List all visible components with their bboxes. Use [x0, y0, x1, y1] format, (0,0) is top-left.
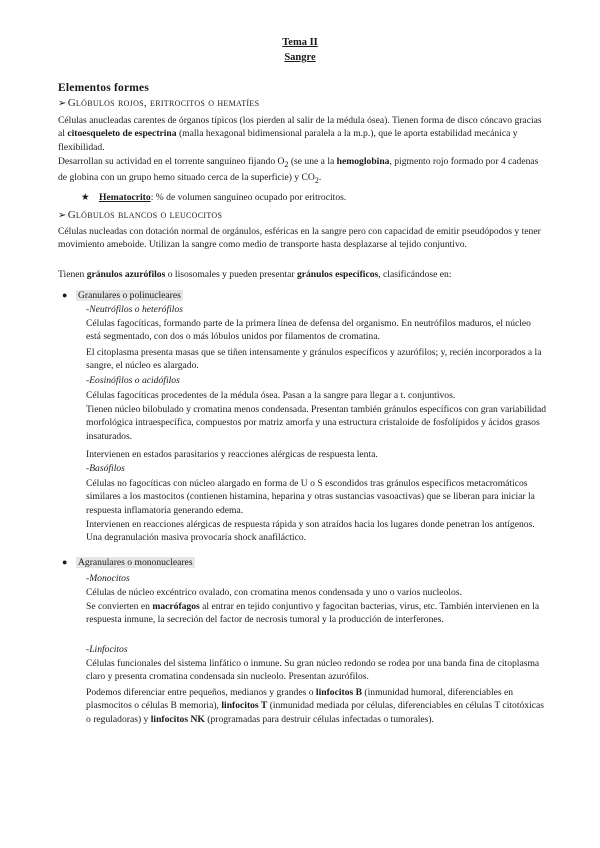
basophils-paragraph-2: Intervienen en reacciones alérgicas de respuesta rápida y son atraídos hacia los lugares donde penetran los antígenos. Una degranulación masiva provocaría shock anafiláctico. — [86, 519, 535, 544]
basophils-heading: -Basófilos — [86, 463, 125, 474]
rbc-paragraph-2: Desarrollan su actividad en el torrente sanguíneo fijando $O_2$ (se une a la hemoglobina, pigmento rojo formado por 4 cadenas de globina con un grupo hemo situado cerca de la superficie) y $CO_2$. — [58, 156, 539, 186]
rbc-paragraph-1: Células anucleadas carentes de órganos típicos (los pierden al salir de la médula ósea). Tienen forma de disco cóncavo gracias al citoesqueleto de espectrina (malla hexagonal bidimensional paralela a la m.p.), que le aporta estabilidad mecánica y flexibilidad. — [58, 115, 542, 153]
bullet-icon: ● — [62, 290, 68, 300]
wbc-heading-text: Glóbulos blancos o leucocitos — [67, 209, 223, 221]
wbc-paragraph-2: Tienen gránulos azurófilos o lisosomales y pueden presentar gránulos específicos, clasificándose en: — [58, 269, 452, 280]
wbc-heading — [58, 209, 222, 222]
eosinophils-heading: -Eosinófilos o acidófilos — [86, 375, 180, 386]
eosinophils-paragraph-1: Células fagocíticas procedentes de la médula ósea. Pasan a la sangre para llegar a t. conjuntivos. — [86, 390, 456, 401]
star-icon: ★ — [81, 192, 90, 203]
arrow-icon: ➢ — [58, 98, 67, 109]
doc-title: Tema II — [282, 37, 318, 48]
rbc-heading-text: Glóbulos rojos, eritrocitos o hematíes — [67, 97, 260, 109]
rbc-heading — [58, 97, 259, 110]
basophils-paragraph-1: Células no fagocíticas con núcleo alargado en forma de U o S escondidos tras gránulos específicos metacromáticos similares a los mastocitos (contienen histamina, heparina y otras sustancias vasoactivas) que se liberan para iniciar la respuesta inflamatoria generando edema. — [86, 478, 535, 516]
eosinophils-paragraph-2: Tienen núcleo bilobulado y cromatina menos condensada. Presentan también gránulos específicos con gran variabilidad morfológica intraespecífica, compuestos por matriz amorfa y una estructura cristaloide de fosfolípidos y ácidos grasos insaturados. — [86, 404, 547, 442]
monocytes-paragraph-1: Células de núcleo excéntrico ovalado, con cromatina menos condensada y uno o varios nucleolos. — [86, 587, 462, 598]
wbc-paragraph-1: Células nucleadas con dotación normal de orgánulos, esféricas en la sangre pero con capacidad de emitir pseudópodos y tener movimiento ameboide. Utilizan la sangre como medio de transporte hasta desplazarse al tejido conjuntivo. — [58, 226, 541, 251]
neutrophils-heading: -Neutrófilos o heterófilos — [86, 304, 184, 315]
hematocrit-item: ★ Hematocrito: % de volumen sanguíneo ocupado por eritrocitos. — [81, 192, 347, 203]
neutrophils-paragraph-2: El citoplasma presenta masas que se tiñen intensamente y gránulos específicos y azurófilos; y, recién incorporados a la sangre, el núcleo es alargado. — [86, 347, 542, 372]
doc-subtitle: Sangre — [284, 52, 316, 63]
monocytes-paragraph-2: Se convierten en macrófagos al entrar en tejido conjuntivo y fagocitan bacterias, virus, etc. También intervienen en la respuesta inmune, la secreción del factor de necrosis tumoral y la producción de interferones. — [86, 601, 540, 626]
lymphocytes-heading: -Linfocitos — [86, 644, 128, 655]
neutrophils-paragraph-1: Células fagocíticas, formando parte de la primera línea de defensa del organismo. En neutrófilos maduros, el núcleo está segmentado, con dos o más lóbulos unidos por filamentos de cromatina. — [86, 318, 531, 343]
lymphocytes-paragraph-1: Células funcionales del sistema linfático o inmune. Su gran núcleo redondo se rodea por una banda fina de citoplasma claro y presenta cromatina condensada sin nucleolo. Presentan azurófilos. — [86, 658, 540, 683]
bullet-granular: ● Granulares o polinucleares — [62, 290, 181, 301]
bullet-icon: ● — [62, 557, 68, 567]
arrow-icon: ➢ — [58, 210, 67, 221]
lymphocytes-paragraph-2: Podemos diferenciar entre pequeños, medianos y grandes o linfocitos B (inmunidad humoral, diferenciables en plasmocitos o células B memoria), linfocitos T (inmunidad mediada por células, diferenciables en células T citotóxicas o reguladoras) y linfocitos NK (programadas para destruir células infectadas o tumorales). — [86, 687, 544, 725]
section-heading: Elementos formes — [58, 82, 150, 94]
bullet-agranular: ● Agranulares o mononucleares — [62, 557, 193, 568]
eosinophils-paragraph-3: Intervienen en estados parasitarios y reacciones alérgicas de respuesta lenta. — [86, 449, 378, 460]
monocytes-heading: -Monocitos — [86, 573, 130, 584]
